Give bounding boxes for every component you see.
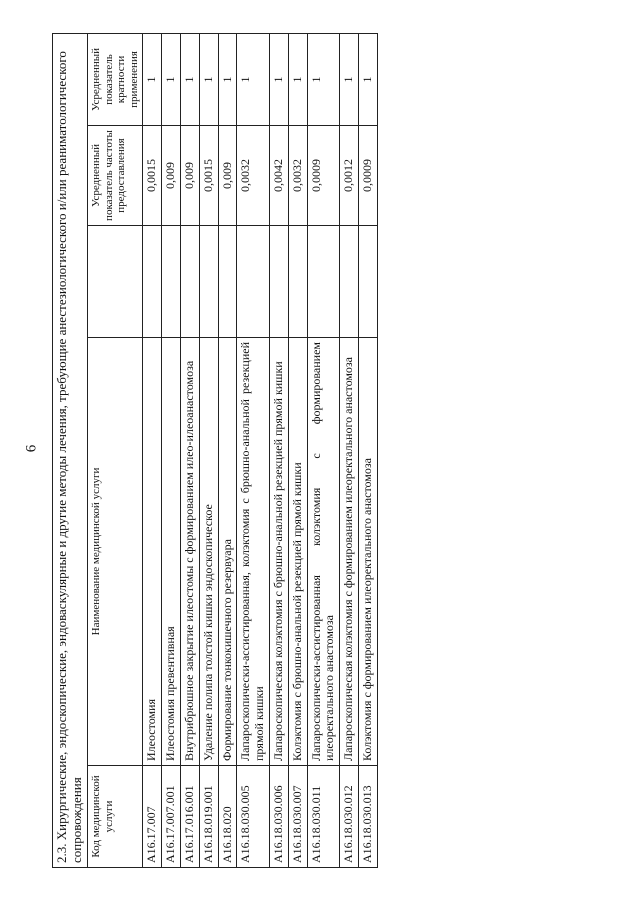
cell-frequency: 0,0032 (288, 126, 307, 226)
cell-frequency: 0,0032 (237, 126, 270, 226)
cell-multiplicity: 1 (181, 33, 200, 125)
cell-code: A16.17.007 (143, 766, 162, 868)
table-row (181, 33, 200, 867)
cell-name: Лапароскопическая колэктомия с брюшно-анальной резекцией прямой кишки (270, 338, 289, 766)
cell-multiplicity: 1 (359, 33, 378, 125)
cell-multiplicity: 1 (288, 33, 307, 125)
cell-frequency: 0,009 (181, 126, 200, 226)
cell-code: A16.18.030.005 (237, 766, 270, 868)
cell-spacer (288, 226, 307, 338)
cell-spacer (162, 226, 181, 338)
cell-name: Колэктомия с брюшно-анальной резекцией прямой кишки (288, 338, 307, 766)
header-frequency: Усредненный показатель частоты предоставления (87, 126, 143, 226)
table-header-row (87, 33, 143, 867)
cell-name: Лапароскопическая колэктомия с формированием илеоректального анастомоза (340, 338, 359, 766)
cell-frequency: 0,0015 (199, 126, 218, 226)
table-row (143, 33, 162, 867)
cell-frequency: 0,0012 (340, 126, 359, 226)
cell-spacer (237, 226, 270, 338)
cell-code: A16.18.030.006 (270, 766, 289, 868)
cell-spacer (359, 226, 378, 338)
cell-code: A16.18.030.007 (288, 766, 307, 868)
table-row (218, 33, 237, 867)
table-row (340, 33, 359, 867)
table-row (162, 33, 181, 867)
rotated-page-content (52, 34, 374, 868)
cell-code: A16.17.016.001 (181, 766, 200, 868)
table-body (143, 33, 377, 867)
cell-multiplicity: 1 (199, 33, 218, 125)
cell-name: Илеостомия (143, 338, 162, 766)
cell-multiplicity: 1 (143, 33, 162, 125)
cell-frequency: 0,009 (218, 126, 237, 226)
table-row (359, 33, 378, 867)
cell-multiplicity: 1 (237, 33, 270, 125)
header-spacer (87, 226, 143, 338)
table-row (307, 33, 340, 867)
cell-multiplicity: 1 (270, 33, 289, 125)
cell-name: Внутрибрюшное закрытие илеостомы с формированием илео-илеоанастомоза (181, 338, 200, 766)
table-row (199, 33, 218, 867)
cell-code: A16.18.019.001 (199, 766, 218, 868)
cell-spacer (340, 226, 359, 338)
cell-code: A16.17.007.001 (162, 766, 181, 868)
cell-frequency: 0,009 (162, 126, 181, 226)
cell-spacer (307, 226, 340, 338)
cell-code: A16.18.030.012 (340, 766, 359, 868)
cell-spacer (218, 226, 237, 338)
header-multiplicity: Усредненный показатель кратности применения (87, 33, 143, 125)
cell-name: Формирование тонкокишечного резервуара (218, 338, 237, 766)
cell-frequency: 0,0009 (307, 126, 340, 226)
cell-spacer (199, 226, 218, 338)
cell-name: Лапароскопически-ассистированная, колэктомия с брюшно-анальной резекцией прямой кишки (237, 338, 270, 766)
table-row (270, 33, 289, 867)
cell-frequency: 0,0042 (270, 126, 289, 226)
cell-spacer (143, 226, 162, 338)
cell-code: A16.18.030.013 (359, 766, 378, 868)
cell-name: Илеостомия превентивная (162, 338, 181, 766)
header-name: Наименование медицинской услуги (87, 338, 143, 766)
cell-code: A16.18.020 (218, 766, 237, 868)
cell-spacer (181, 226, 200, 338)
section-title: 2.3. Хирургические, эндоскопические, эндоваскулярные и другие методы лечения, требующие анестезиологического и/или реаниматологического сопровождения (53, 33, 88, 867)
services-table (52, 33, 378, 868)
cell-spacer (270, 226, 289, 338)
cell-frequency: 0,0015 (143, 126, 162, 226)
cell-multiplicity: 1 (162, 33, 181, 125)
section-title-row (53, 33, 88, 867)
cell-name: Колэктомия с формированием илеоректального анастомоза (359, 338, 378, 766)
page-number: 6 (23, 444, 40, 453)
cell-multiplicity: 1 (340, 33, 359, 125)
cell-frequency: 0,0009 (359, 126, 378, 226)
table-row (288, 33, 307, 867)
cell-multiplicity: 1 (218, 33, 237, 125)
header-code: Код медицинской услуги (87, 766, 143, 868)
cell-name: Лапароскопически-ассистированная колэктомия с формированием илеоректального анастомоза (307, 338, 340, 766)
cell-name: Удаление полипа толстой кишки эндоскопическое (199, 338, 218, 766)
cell-code: A16.18.030.011 (307, 766, 340, 868)
cell-multiplicity: 1 (307, 33, 340, 125)
table-row (237, 33, 270, 867)
